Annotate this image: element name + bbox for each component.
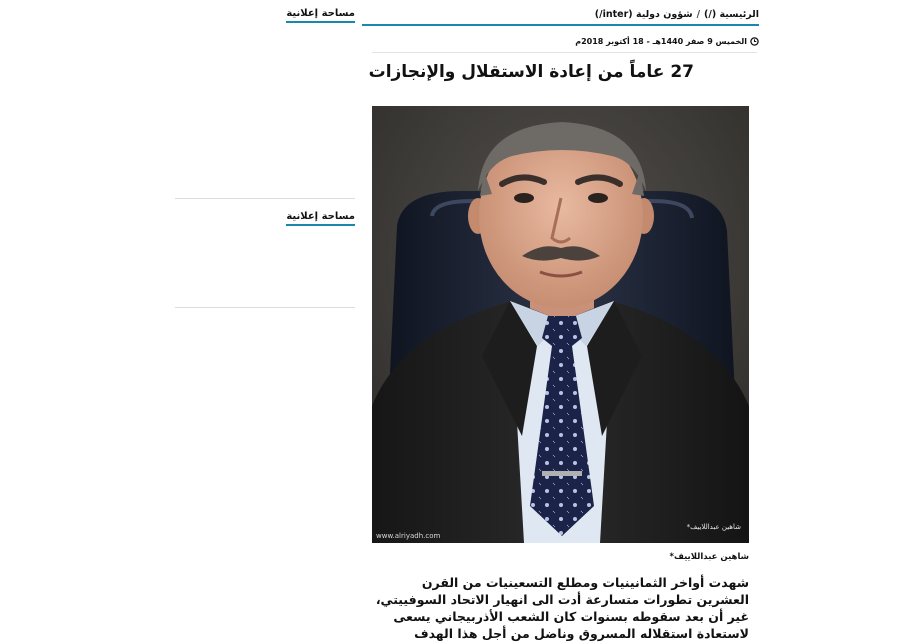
article-body: شهدت أواخر الثمانينيات ومطلع التسعينيات من القرن العشرين تطورات متسارعة أدت الى انهيار الاتحاد السوفييتي، غير أن بعد سقوطه بسنوات كان الشعب الأذربيجاني يسعى لاستعادة استقلاله المسروق وناضل من أجل هذا الهدف: [375, 575, 749, 641]
breadcrumb-section-link[interactable]: شؤون دولية (inter/): [594, 9, 693, 20]
article-dateline: [575, 37, 759, 46]
clock-icon: [750, 37, 759, 46]
article-photo[interactable]: [372, 106, 749, 543]
dateline-text: الخميس 9 صفر 1440هـ - 18 أكتوبر 2018م: [575, 37, 747, 46]
portrait-illustration: [372, 106, 749, 543]
breadcrumb-underline: [362, 24, 759, 26]
dateline-divider: [372, 52, 757, 53]
ad-divider: [175, 307, 355, 308]
ad-label: مساحة إعلانية: [286, 8, 355, 23]
photo-caption: شاهين عبداللاييف*: [669, 552, 749, 562]
sidebar-ad-slot-1: [175, 8, 355, 198]
breadcrumb-home-link[interactable]: الرئيسية (/): [704, 9, 759, 20]
article-title: 27 عاماً من إعادة الاستقلال والإنجازات: [368, 62, 694, 82]
breadcrumb: [595, 9, 759, 20]
ad-divider: [175, 198, 355, 199]
photo-watermark: www.alriyadh.com: [376, 532, 441, 540]
ad-label: مساحة إعلانية: [286, 211, 355, 226]
breadcrumb-separator: /: [696, 9, 701, 20]
article-column: [362, 0, 759, 641]
photo-inset-caption: شاهين عبداللاييف*: [686, 523, 741, 531]
sidebar-ad-slot-2: [175, 211, 355, 308]
